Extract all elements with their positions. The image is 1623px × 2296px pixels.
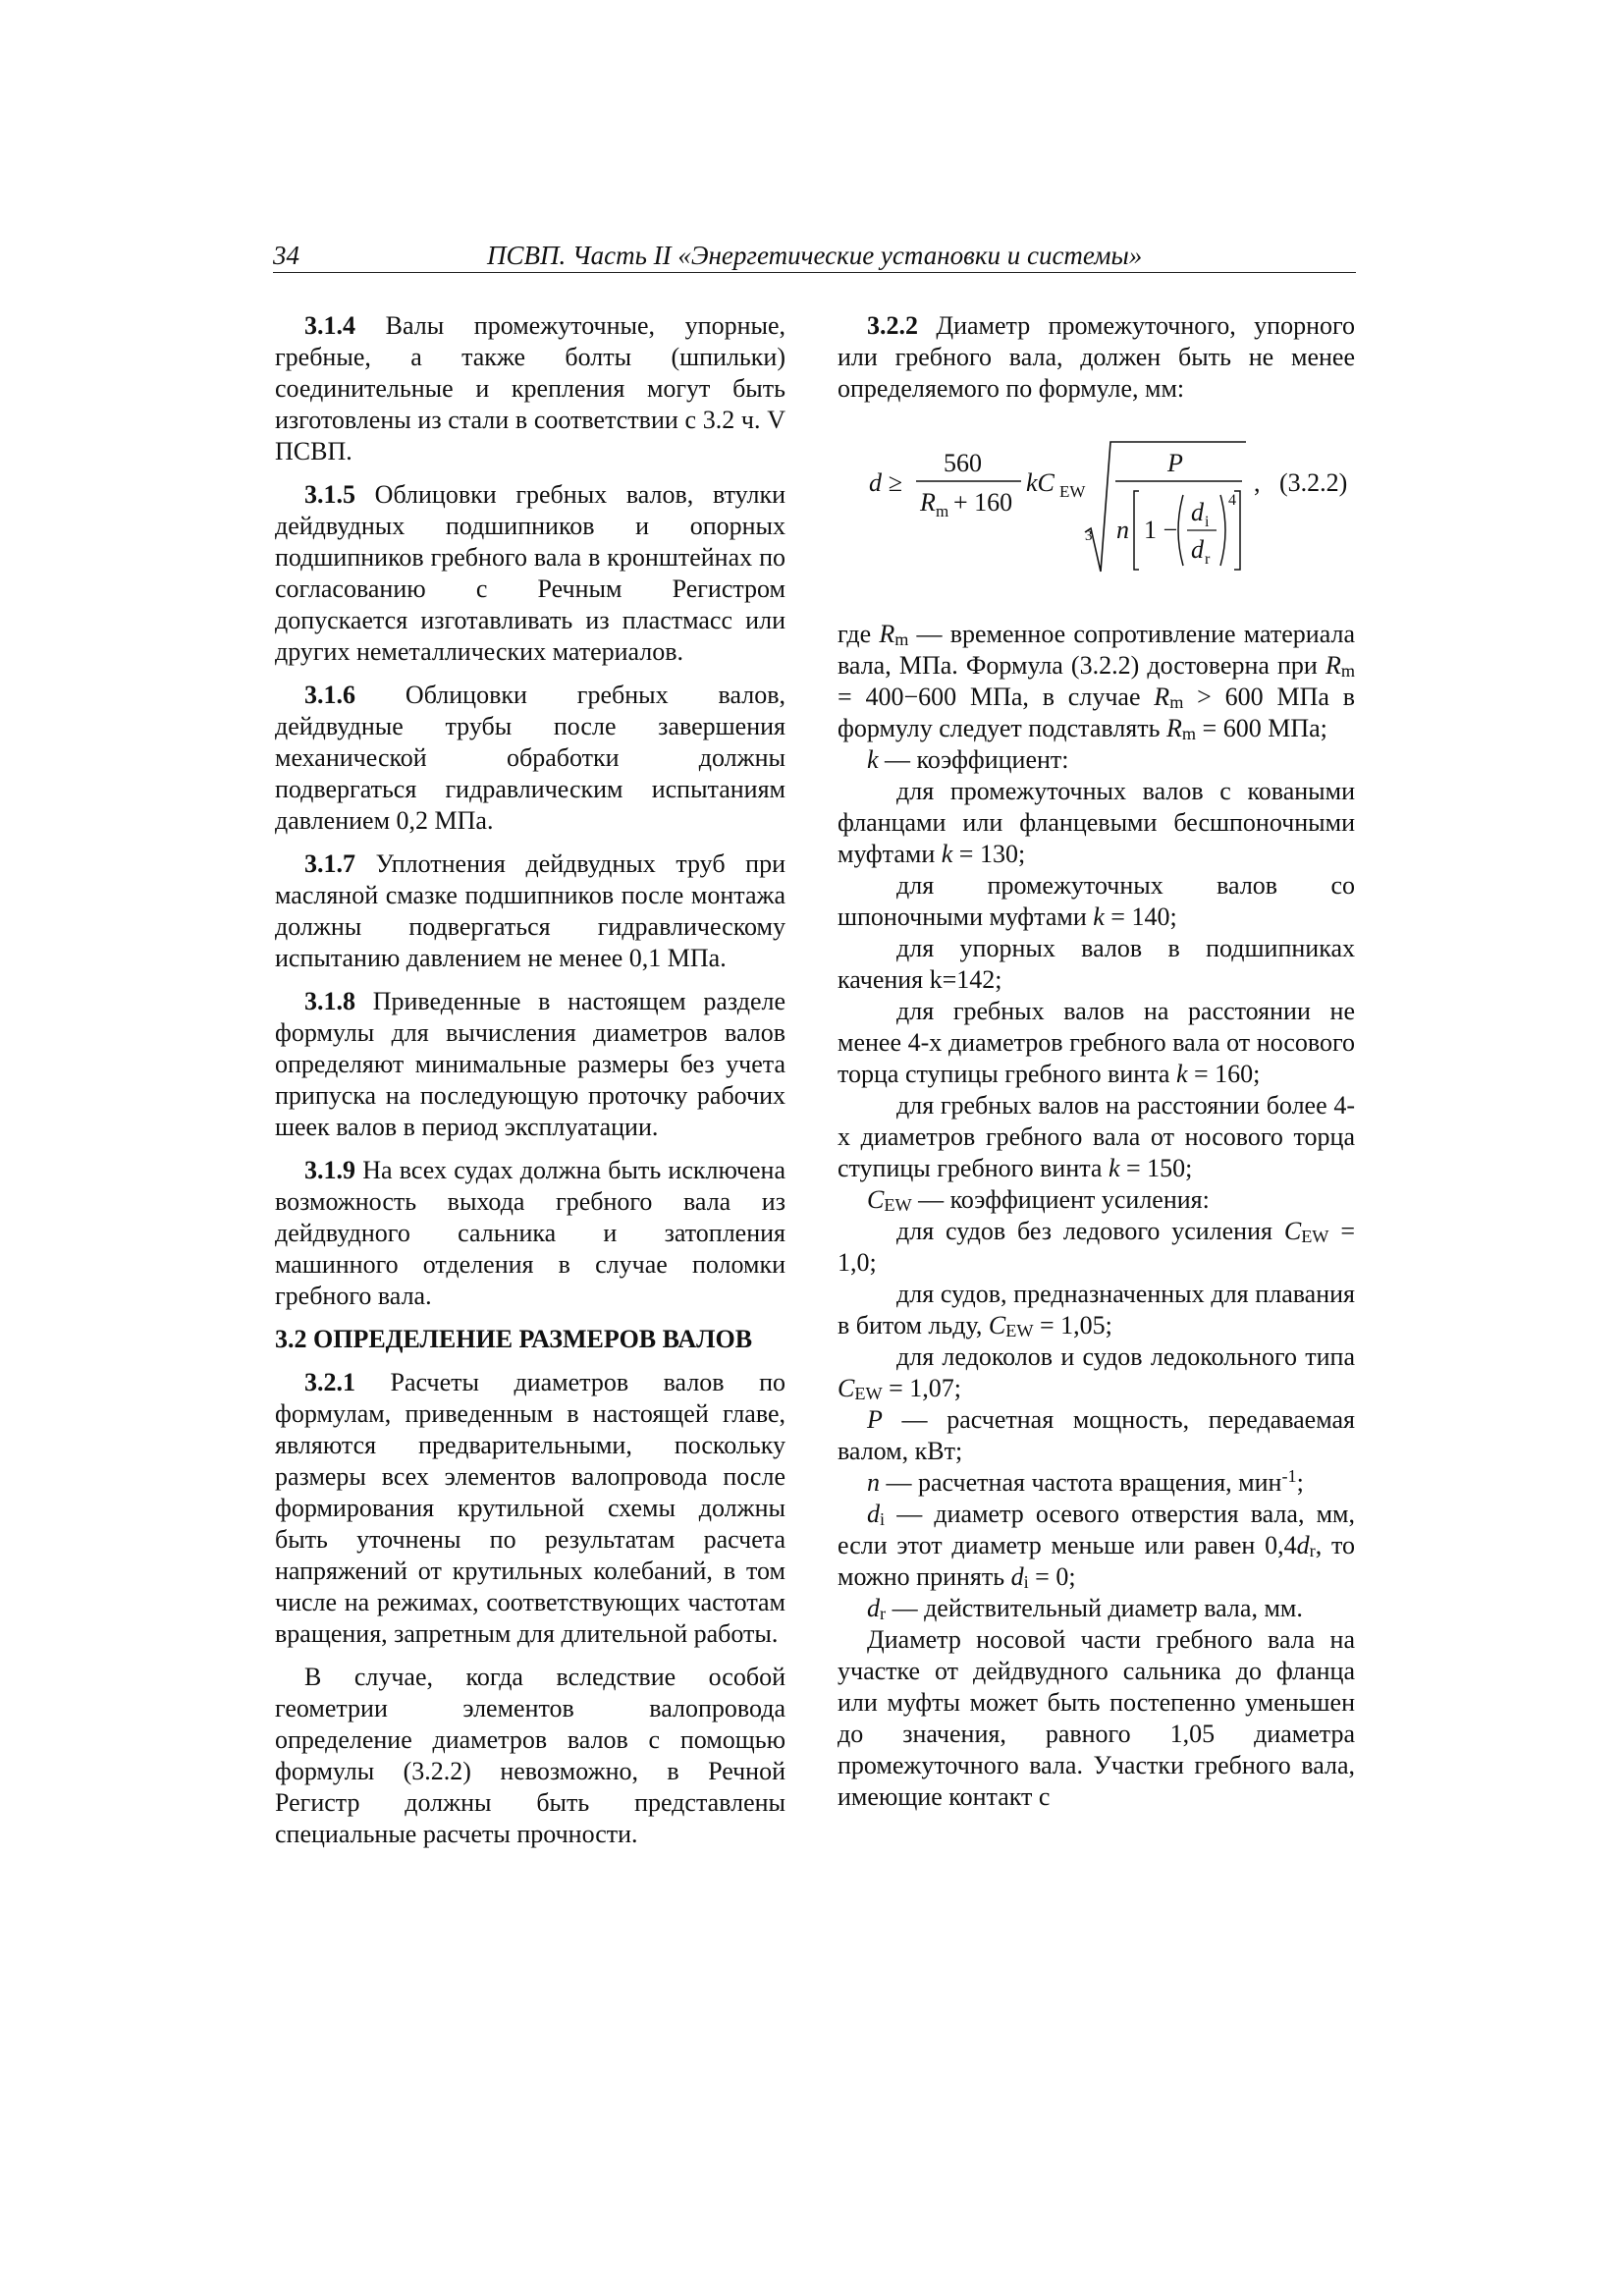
- clause-number: 3.1.9: [304, 1156, 355, 1184]
- formula-di-sub: i: [1205, 514, 1210, 530]
- P-definition: P — расчетная мощность, передаваемая валом, кВт;: [838, 1405, 1355, 1465]
- k-definition: k — коэффициент:: [867, 745, 1069, 774]
- formula-k-sub: EW: [1059, 482, 1086, 501]
- formula-numerator: 560: [944, 449, 982, 477]
- formula-P: P: [1167, 449, 1183, 477]
- formula-root-index: 3: [1085, 528, 1093, 544]
- right-column: [838, 310, 1355, 1813]
- running-title: ПСВП. Часть II «Энергетические установки и системы»: [487, 241, 1143, 270]
- formula-graphic: [838, 422, 1355, 589]
- paragraph-special-calcs: В случае, когда вследствие особой геометрии элементов валопровода определение диаметров валов с помощью формулы (3.2.2) невозможно, в Речной Регистр должны быть представлены специальные расчеты прочности.: [275, 1663, 785, 1848]
- paragraph-3-1-6: 3.1.6 Облицовки гребных валов, дейдвудные трубы после завершения механической обработки должны подвергаться гидравлическим испытаниям давлением 0,2 МПа.: [275, 681, 785, 835]
- where-Rm: где $R_m$ — временное сопротивление материала вала, МПа. Формула (3.2.2) достоверна при $R_m = 400-600$ МПа, в случае $R_m > 600$ МПа в формулу следует подставлять $R_m = 600$ МПа;: [838, 620, 1355, 743]
- formula-power: 4: [1228, 492, 1236, 509]
- di-definition: $d_i$ — диаметр осевого отверстия вала, мм, если этот диаметр меньше или равен $0,4d_r$, то можно принять $d_i = 0$;: [838, 1500, 1355, 1592]
- cew-icebreakers: для ледоколов и судов ледокольного типа $C_{EW} = 1,07$;: [838, 1342, 1355, 1403]
- cew-broken-ice: для судов, предназначенных для плавания в битом льду, $C_{EW} = 1,05$;: [838, 1280, 1355, 1340]
- page-header: [273, 239, 1356, 273]
- formula-lhs: d ≥: [869, 468, 902, 497]
- clause-number: 3.2.1: [304, 1368, 355, 1396]
- formula-one-minus: 1 −: [1144, 516, 1178, 544]
- left-column: [275, 310, 785, 1862]
- formula-denominator-rest: + 160: [953, 488, 1013, 517]
- k-propeller-near: для гребных валов на расстоянии не менее 4-х диаметров гребного вала от носового торца ступицы гребного винта k = 160;: [838, 997, 1355, 1088]
- cew-definition: $C_{EW}$ — коэффициент усиления:: [867, 1185, 1210, 1215]
- formula-3-2-2: [838, 422, 1355, 589]
- formula-comma: ,: [1254, 468, 1261, 497]
- paragraph-3-1-8: 3.1.8 Приведенные в настоящем разделе формулы для вычисления диаметров валов определяют минимальные размеры без учета припуска на последующую проточку рабочих шеек валов в период эксплуатации.: [275, 987, 785, 1141]
- k-propeller-far: для гребных валов на расстоянии более 4-х диаметров гребного вала от носового торца ступицы гребного винта k = 150;: [838, 1091, 1355, 1182]
- clause-number: 3.1.6: [304, 681, 355, 709]
- clause-number: 3.1.7: [304, 849, 355, 878]
- paragraph-3-1-4: 3.1.4 Валы промежуточные, упорные, гребные, а также болты (шпильки) соединительные и крепления могут быть изготовлены из стали в соответствии с 3.2 ч. V ПСВП.: [275, 311, 785, 465]
- page-number: 34: [273, 241, 299, 270]
- formula-dr: d: [1191, 535, 1204, 564]
- clause-number: 3.1.5: [304, 480, 355, 509]
- k-forged-flanges: для промежуточных валов с коваными фланцами или фланцевыми бесшпоночными муфтами k = 130;: [838, 777, 1355, 868]
- k-thrust-shafts: для упорных валов в подшипниках качения k=142;: [838, 934, 1355, 994]
- formula-dr-sub: r: [1205, 551, 1211, 568]
- k-keyed-couplings: для промежуточных валов со шпоночными муфтами k = 140;: [838, 871, 1355, 931]
- formula-k: kC: [1026, 468, 1055, 497]
- clause-number: 3.1.8: [304, 987, 355, 1015]
- n-definition: n — расчетная частота вращения, мин$^{-1}$;: [867, 1466, 1304, 1497]
- formula-n: n: [1116, 516, 1129, 544]
- paragraph-bow-diameter: Диаметр носовой части гребного вала на участке от дейдвудного сальника до фланца или муфты может быть постепенно уменьшен до значения, равного 1,05 диаметра промежуточного вала. Участки гребного вала, имеющие контакт с: [838, 1625, 1355, 1811]
- formula-denominator: R: [920, 488, 936, 517]
- paragraph-3-2-1: 3.2.1 Расчеты диаметров валов по формулам, приведенным в настоящей главе, являются предварительными, поскольку размеры всех элементов валопровода после формирования крутильной схемы должны быть уточнены по результатам расчета напряжений от крутильных колебаний, в том числе на режимах, соответствующих частотам вращения, запретным для длительной работы.: [275, 1368, 785, 1648]
- clause-number: 3.2.2: [867, 311, 918, 340]
- paragraph-3-1-9: 3.1.9 На всех судах должна быть исключена возможность выхода гребного вала из дейдвудного сальника и затопления машинного отделения в случае поломки гребного вала.: [275, 1156, 785, 1310]
- formula-di: d: [1191, 498, 1204, 526]
- section-heading: 3.2 ОПРЕДЕЛЕНИЕ РАЗМЕРОВ ВАЛОВ: [275, 1325, 753, 1353]
- paragraph-3-1-5: 3.1.5 Облицовки гребных валов, втулки дейдвудных подшипников и опорных подшипников гребного вала в кронштейнах по согласованию с Речным Регистром допускается изготавливать из пластмасс или других неметаллических материалов.: [275, 480, 785, 666]
- dr-definition: $d_r$ — действительный диаметр вала, мм.: [867, 1594, 1303, 1623]
- paragraph-3-1-7: 3.1.7 Уплотнения дейдвудных труб при масляной смазке подшипников после монтажа должны подвергаться гидравлическому испытанию давлением не менее 0,1 МПа.: [275, 849, 785, 972]
- paragraph-3-2-2: 3.2.2 Диаметр промежуточного, упорного или гребного вала, должен быть не менее определяемого по формуле, мм:: [838, 311, 1355, 403]
- clause-number: 3.1.4: [304, 311, 355, 340]
- formula-denominator-sub: m: [936, 502, 949, 520]
- cew-no-ice: для судов без ледового усиления $C_{EW} = 1,0$;: [838, 1217, 1355, 1277]
- formula-number: (3.2.2): [1279, 468, 1348, 497]
